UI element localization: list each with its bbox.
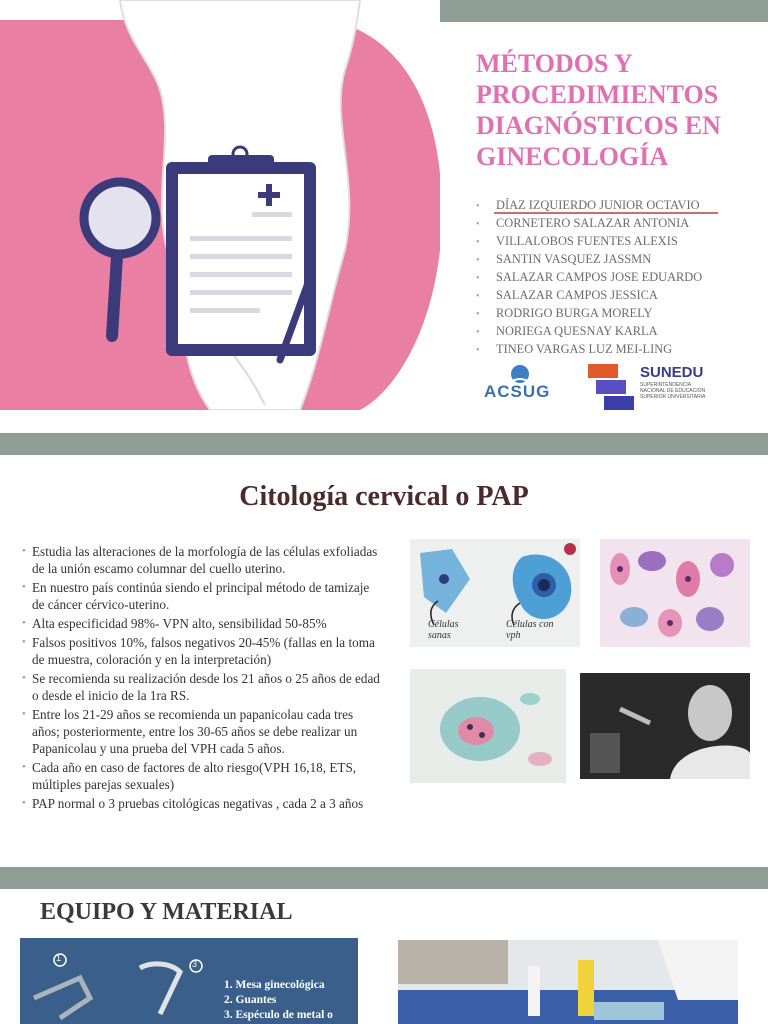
bullet-item: • Falsos positivos 10%, falsos negativos 20-45% (fallas en la toma de muestra, coloración y en la interpretación) bbox=[22, 634, 380, 668]
author-item: • SALAZAR CAMPOS JESSICA bbox=[476, 288, 658, 302]
title-slide bbox=[0, 0, 768, 433]
equipment-item: 2. Guantes bbox=[224, 994, 277, 1006]
bullet-item: • Cada año en caso de factores de alto riesgo(VPH 16,18, ETS, múltiples parejas sexuales) bbox=[22, 759, 380, 793]
acsug-logo: ACSUG bbox=[478, 360, 560, 420]
bullet-item: • En nuestro país continúa siendo el principal método de tamizaje de cáncer cérvico-uterino. bbox=[22, 579, 380, 613]
author-underline bbox=[494, 212, 718, 214]
pap-bullet-list bbox=[22, 543, 380, 814]
bullet-item: • Se recomienda su realización desde los 21 años o 25 años de edad o desde el inicio de la 1ra RS. bbox=[22, 670, 380, 704]
cells-comparison-image bbox=[410, 539, 580, 647]
equipment-slide bbox=[0, 889, 768, 1024]
bullet-item: • PAP normal o 3 pruebas citológicas negativas , cada 2 a 3 años bbox=[22, 795, 380, 812]
pap-smear-cluster-image bbox=[410, 669, 566, 783]
equipment-list bbox=[224, 978, 333, 1023]
slide-title: EQUIPO Y MATERIAL bbox=[40, 899, 293, 925]
author-list bbox=[476, 196, 702, 358]
lab-materials-photo bbox=[398, 940, 738, 1024]
equipment-image: 1 3 1. Mesa ginecológica 2. Guantes 3. Espéculo de metal o bbox=[20, 938, 358, 1024]
hero-illustration bbox=[0, 0, 440, 410]
pap-slide bbox=[0, 455, 768, 867]
presentation-title: MÉTODOS Y PROCEDIMIENTOS DIAGNÓSTICOS EN GINECOLOGÍA bbox=[476, 49, 721, 171]
pap-smear-pink-image bbox=[600, 539, 750, 647]
sunedu-logo: SUNEDU SUPERINTENDENCIA NACIONAL DE EDUCACIÓN SUPERIOR UNIVERSITARIA bbox=[584, 362, 724, 412]
author-item: • RODRIGO BURGA MORELY bbox=[476, 306, 653, 320]
author-item: • CORNETERO SALAZAR ANTONIA bbox=[476, 216, 690, 230]
author-item: • SALAZAR CAMPOS JOSE EDUARDO bbox=[476, 270, 703, 284]
author-item: • NORIEGA QUESNAY KARLA bbox=[476, 324, 658, 338]
slide-separator bbox=[0, 433, 768, 455]
author-item: • DÍAZ IZQUIERDO JUNIOR OCTAVIO bbox=[476, 198, 700, 212]
author-item: • SANTIN VASQUEZ JASSMN bbox=[476, 252, 652, 266]
papanicolaou-portrait-image bbox=[580, 673, 750, 779]
slide-title: Citología cervical o PAP bbox=[239, 481, 529, 512]
equipment-item: 3. Espéculo de metal o bbox=[224, 1009, 333, 1021]
author-item: • VILLALOBOS FUENTES ALEXIS bbox=[476, 234, 678, 248]
cell-label-vph: Células con vph bbox=[506, 619, 554, 641]
top-bar bbox=[440, 0, 768, 22]
slide-separator bbox=[0, 867, 768, 889]
bullet-item: • Entre los 21-29 años se recomienda un papanicolau cada tres años; posteriormente, entre los 30-65 años se debe realizar un Papanicolau y una prueba del VPH cada 5 años. bbox=[22, 706, 380, 757]
author-item: • TINEO VARGAS LUZ MEI-LING bbox=[476, 342, 673, 356]
equipment-item: 1. Mesa ginecológica bbox=[224, 979, 325, 991]
bullet-item: • Alta especificidad 98%- VPN alto, sensibilidad 50-85% bbox=[22, 615, 380, 632]
cell-label-healthy: Células sanas bbox=[428, 619, 459, 641]
bullet-item: • Estudia las alteraciones de la morfología de las células exfoliadas de la unión escamo columnar del cuello uterino. bbox=[22, 543, 380, 577]
